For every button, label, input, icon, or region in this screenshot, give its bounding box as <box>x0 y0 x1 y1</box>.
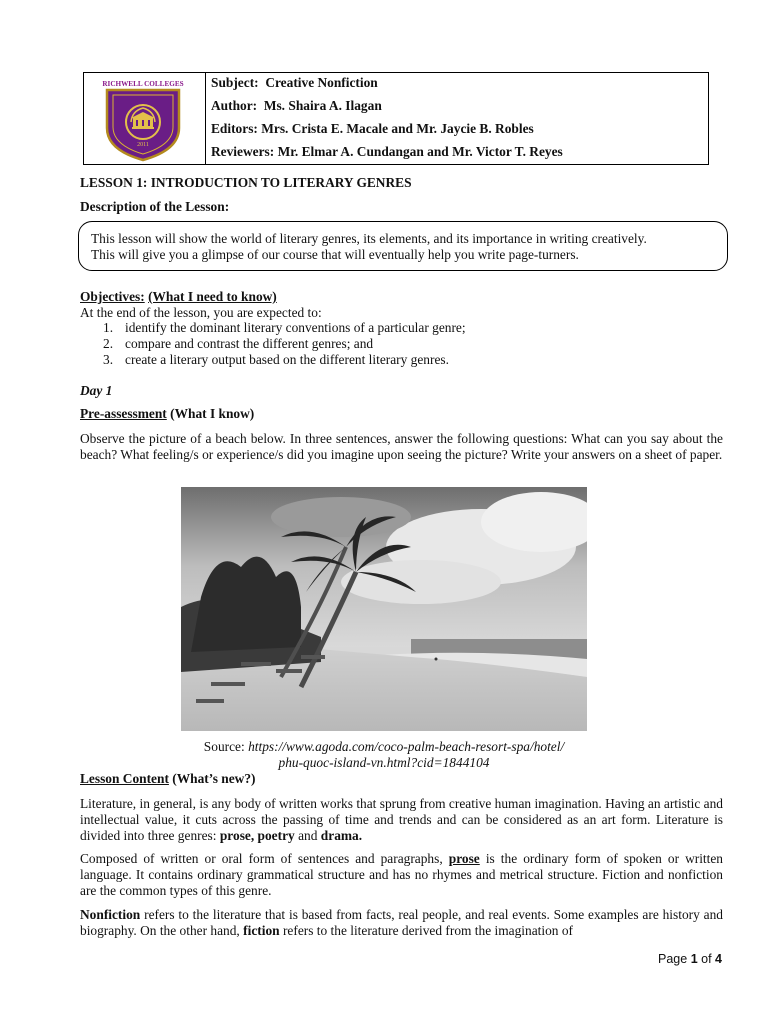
pre-assessment-text: Observe the picture of a beach below. In three sentences, answer the following questions: What can you say about the beach? What feeling/s or experience/s did you imagine upon seeing the picture? Write your answers on a sheet of paper. <box>80 431 723 462</box>
editors-value: Mrs. Crista E. Macale and Mr. Jaycie B. Robles <box>261 121 534 136</box>
lesson-title: LESSON 1: INTRODUCTION TO LITERARY GENRES <box>80 175 412 190</box>
beach-photo <box>181 487 587 731</box>
college-logo <box>102 78 184 162</box>
objectives-heading-label: Objectives: <box>80 289 145 304</box>
logo-year: 2011 <box>137 142 149 148</box>
subject-label: Subject: <box>211 75 259 90</box>
subject-line <box>211 74 708 97</box>
lesson-paragraph-2: Composed of written or oral form of sentences and paragraphs, prose is the ordinary form of spoken or written language. It contains ordinary grammatical structure and has no rhymes and metrical structure. Fiction and nonfiction are the common types of this genre. <box>80 851 724 898</box>
description-line-1: This lesson will show the world of literary genres, its elements, and its importance in writing creatively. <box>91 231 647 246</box>
pre-assessment-sub: (What I know) <box>170 406 255 421</box>
image-source <box>80 739 688 771</box>
author-line <box>211 97 708 120</box>
day-label: Day 1 <box>80 383 113 398</box>
source-label: Source: <box>203 739 245 754</box>
reviewers-value: Mr. Elmar A. Cundangan and Mr. Victor T. Reyes <box>277 144 563 159</box>
pre-assessment-label: Pre-assessment <box>80 406 167 421</box>
list-item: 1. identify the dominant literary conventions of a particular genre; <box>103 320 466 335</box>
objectives-list <box>103 320 466 368</box>
list-item: 3. create a literary output based on the different literary genres. <box>103 352 449 367</box>
lesson-paragraph-3: Nonfiction refers to the literature that is based from facts, real people, and real events. Some examples are history and biography. On the other hand, fiction refers to the literature derived from the imagination of <box>80 907 723 938</box>
author-label: Author: <box>211 98 258 113</box>
description-box <box>78 221 728 271</box>
editors-line <box>211 120 708 143</box>
header-table <box>83 72 709 165</box>
lesson-content-label: Lesson Content <box>80 771 169 786</box>
pre-assessment-heading <box>80 406 254 422</box>
reviewers-line <box>211 143 708 166</box>
source-url-line-1: https://www.agoda.com/coco-palm-beach-resort-spa/hotel/ <box>248 739 565 754</box>
subject-value: Creative Nonfiction <box>265 75 378 90</box>
list-item: 2. compare and contrast the different genres; and <box>103 336 374 351</box>
reviewers-label: Reviewers: <box>211 144 275 159</box>
editors-label: Editors: <box>211 121 258 136</box>
description-label: Description of the Lesson: <box>80 199 230 214</box>
objectives-intro: At the end of the lesson, you are expected to: <box>80 305 322 320</box>
logo-cell <box>84 73 206 164</box>
lesson-content-heading <box>80 771 255 787</box>
info-cell <box>206 73 708 164</box>
objectives-heading <box>80 289 277 305</box>
source-url-line-2: phu-quoc-island-vn.html?cid=1844104 <box>278 755 490 770</box>
logo-text: RICHWELL COLLEGES <box>102 80 184 88</box>
objectives-heading-sub: (What I need to know) <box>148 289 277 304</box>
lesson-content-sub: (What’s new?) <box>172 771 256 786</box>
author-value: Ms. Shaira A. Ilagan <box>263 98 382 113</box>
lesson-paragraph-1: Literature, in general, is any body of written works that sprung from creative human imagination. Having an artistic and intellectual value, it cuts across the passing of time and trends and can be considered as an art form. Literature is divided into three genres: prose, poetry and drama. <box>80 796 723 843</box>
page-number: Page 1 of 4 <box>658 952 722 966</box>
description-line-2: This will give you a glimpse of our course that will eventually help you write page-turners. <box>91 247 579 262</box>
